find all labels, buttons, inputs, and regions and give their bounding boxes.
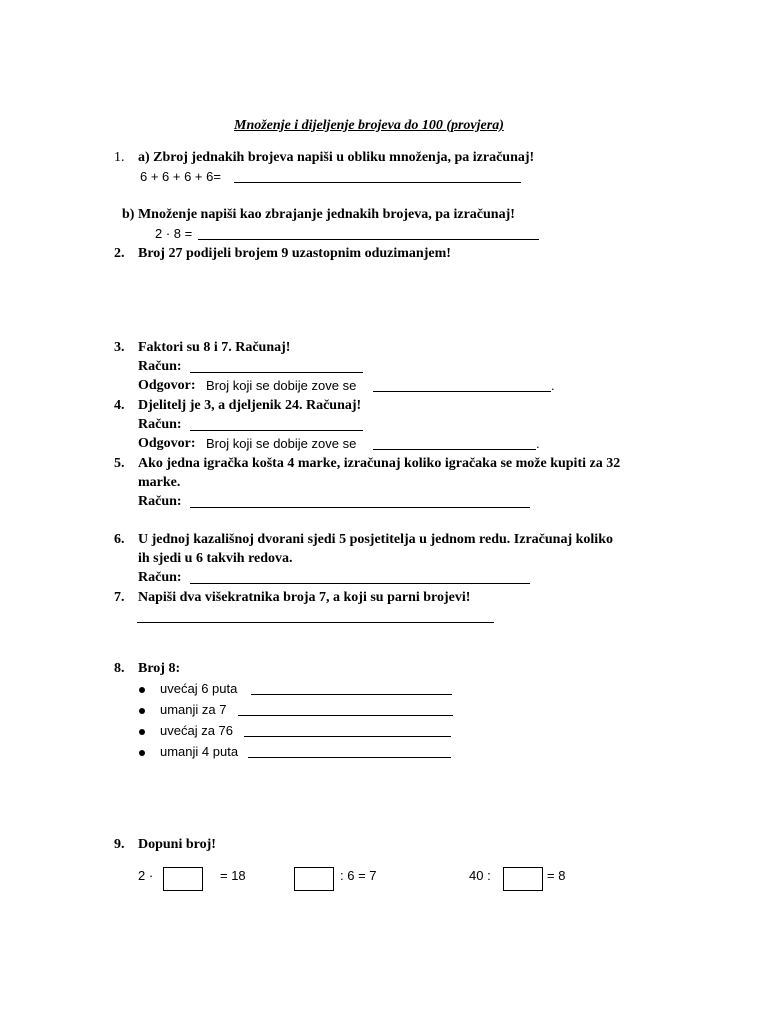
q9-text: Dopuni broj! [138, 837, 216, 852]
bullet-icon [139, 729, 145, 735]
q8-item-4-line[interactable] [248, 757, 451, 758]
q3-text: Faktori su 8 i 7. Računaj! [138, 340, 291, 355]
q1-b-answer-line[interactable] [198, 239, 539, 240]
q7-text: Napiši dva višekratnika broja 7, a koji su parni brojevi! [138, 590, 471, 605]
q4-period: . [536, 436, 540, 451]
q9-eq2-right: : 6 = 7 [340, 868, 377, 883]
q9-eq3-right: = 8 [547, 868, 566, 883]
q5-text-line2: marke. [138, 475, 181, 490]
q2-text: Broj 27 podijeli brojem 9 uzastopnim oduzimanjem! [138, 246, 451, 261]
q3-period: . [551, 378, 555, 393]
bullet-icon [139, 687, 145, 693]
q5-racun-label: Račun: [138, 494, 182, 509]
q1-a-expression: 6 + 6 + 6 + 6= [140, 169, 221, 184]
q3-odgovor-text: Broj koji se dobije zove se [206, 378, 357, 393]
q9-eq1-left: 2 · [138, 868, 154, 883]
q6-text-line2: ih sjedi u 6 takvih redova. [138, 551, 293, 566]
q8-item-2-line[interactable] [238, 715, 453, 716]
q8-item-3: uvećaj za 76 [160, 723, 233, 738]
q5-racun-line[interactable] [190, 507, 530, 508]
q4-number: 4. [114, 398, 125, 413]
q8-item-2: umanji za 7 [160, 702, 227, 717]
q3-racun-label: Račun: [138, 359, 182, 374]
q4-racun-line[interactable] [190, 430, 363, 431]
q3-odgovor-line[interactable] [373, 391, 551, 392]
q2-number: 2. [114, 246, 125, 261]
q6-text-line1: U jednoj kazališnoj dvorani sjedi 5 posjetitelja u jednom redu. Izračunaj koliko [138, 532, 613, 547]
q8-number: 8. [114, 661, 125, 676]
q8-item-3-line[interactable] [244, 736, 451, 737]
q9-number: 9. [114, 837, 125, 852]
q1-b-expression: 2 · 8 = [155, 226, 193, 241]
q3-racun-line[interactable] [190, 372, 363, 373]
page-title: Množenje i dijeljenje brojeva do 100 (provjera) [234, 118, 504, 133]
q1-number: 1. [114, 150, 125, 165]
q8-item-1-line[interactable] [251, 694, 452, 695]
q4-odgovor-line[interactable] [373, 449, 536, 450]
q1-b-text: b) Množenje napiši kao zbrajanje jednakih brojeva, pa izračunaj! [122, 207, 515, 222]
q9-eq3-box[interactable] [503, 867, 543, 891]
q1-a-answer-line[interactable] [234, 182, 521, 183]
q9-eq3-left: 40 : [469, 868, 491, 883]
q8-item-1: uvećaj 6 puta [160, 681, 238, 696]
bullet-icon [139, 750, 145, 756]
q4-racun-label: Račun: [138, 417, 182, 432]
q5-text-line1: Ako jedna igračka košta 4 marke, izračunaj koliko igračaka se može kupiti za 32 [138, 456, 621, 471]
q6-number: 6. [114, 532, 125, 547]
q4-odgovor-text: Broj koji se dobije zove se [206, 436, 357, 451]
q7-number: 7. [114, 590, 125, 605]
q9-eq2-box[interactable] [294, 867, 334, 891]
q3-odgovor-label: Odgovor: [138, 378, 196, 393]
bullet-icon [139, 708, 145, 714]
q5-number: 5. [114, 456, 125, 471]
q9-eq1-right: = 18 [220, 868, 246, 883]
q8-item-4: umanji 4 puta [160, 744, 239, 759]
q6-racun-label: Račun: [138, 570, 182, 585]
q8-text: Broj 8: [138, 661, 181, 676]
q4-odgovor-label: Odgovor: [138, 436, 196, 451]
q9-eq1-box[interactable] [163, 867, 203, 891]
q7-answer-line[interactable] [137, 622, 494, 623]
q6-racun-line[interactable] [190, 583, 530, 584]
q4-text: Djelitelj je 3, a djeljenik 24. Računaj! [138, 398, 362, 413]
q3-number: 3. [114, 340, 125, 355]
q1-a-text: a) Zbroj jednakih brojeva napiši u obliku množenja, pa izračunaj! [138, 150, 535, 165]
